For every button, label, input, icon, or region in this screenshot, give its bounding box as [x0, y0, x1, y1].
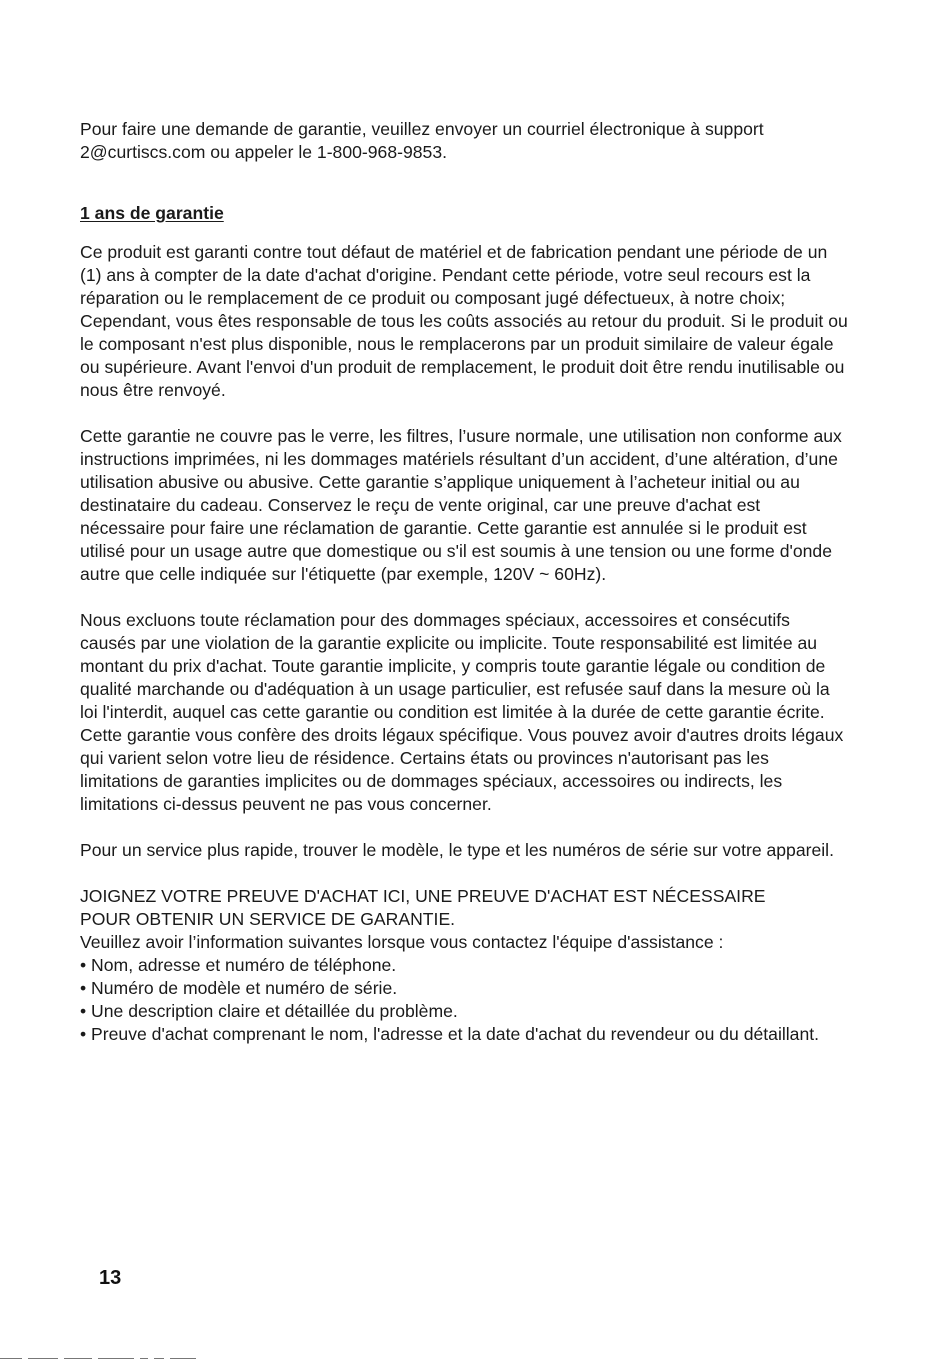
liability-paragraph: Nous excluons toute réclamation pour des dommages spéciaux, accessoires et consécutifs causés par une violation de la garantie explicite ou implicite. Toute responsabilité est limitée au montant du prix d'achat. Toute garantie implicite, y compris toute garantie légale ou condition de qualité marchande ou d'adéquation à un usage particulier, est refusée sauf dans la mesure où la loi l'interdit, auquel cas cette garantie ou condition est limitée à la durée de cette garantie écrite. Cette garantie vous confère des droits légaux spécifique. Vous pouvez avoir d'autres droits légaux qui varient selon votre lieu de résidence. Certains états ou provinces n'autorisant pas les limitations de garanties implicites ou de dommages spéciaux, accessoires ou indirects, les limitations ci-dessus peuvent ne pas vous concerner. [80, 610, 844, 814]
warranty-intro [80, 118, 850, 164]
proof-heading-line-1: JOIGNEZ VOTRE PREUVE D'ACHAT ICI, UNE PREUVE D'ACHAT EST NÉCESSAIRE [80, 886, 766, 906]
intro-line-2: 2@curtiscs.com ou appeler le 1-800-968-9853. [80, 142, 448, 162]
list-item: • Preuve d'achat comprenant le nom, l'adresse et la date d'achat du revendeur ou du détaillant. [80, 1024, 820, 1044]
scan-edge-artifact [0, 1358, 360, 1360]
intro-line-1: Pour faire une demande de garantie, veuillez envoyer un courriel électronique à support [80, 119, 764, 139]
proof-heading-line-2: POUR OBTENIR UN SERVICE DE GARANTIE. [80, 909, 456, 929]
proof-of-purchase-block [80, 885, 850, 1046]
proof-instructions: Veuillez avoir l’information suivantes lorsque vous contactez l'équipe d'assistance : [80, 932, 724, 952]
page-number: 13 [99, 1267, 122, 1289]
list-item: • Numéro de modèle et numéro de série. [80, 978, 398, 998]
coverage-paragraph: Ce produit est garanti contre tout défaut de matériel et de fabrication pendant une période de un (1) ans à compter de la date d'achat d'origine. Pendant cette période, votre seul recours est la réparation ou le remplacement de ce produit ou composant jugé défectueux, à notre choix; Cependant, vous êtes responsable de tous les coûts associés au retour du produit. Si le produit ou le composant n'est plus disponible, nous le remplacerons par un produit similaire de valeur égale ou supérieure. Avant l'envoi d'un produit de remplacement, le produit doit être rendu inutilisable ou nous être renvoyé. [80, 242, 848, 400]
list-item: • Une description claire et détaillée du problème. [80, 1001, 458, 1021]
service-paragraph: Pour un service plus rapide, trouver le modèle, le type et les numéros de série sur votre appareil. [80, 840, 834, 860]
required-info-list [80, 954, 850, 1046]
exclusions-paragraph: Cette garantie ne couvre pas le verre, les filtres, l’usure normale, une utilisation non conforme aux instructions imprimées, ni les dommages matériels résultant d’un accident, d’une altération, d’une utilisation abusive ou abusive. Cette garantie s’applique uniquement à l’acheteur initial ou au destinataire du cadeau. Conservez le reçu de vente original, car une preuve d'achat est nécessaire pour faire une réclamation de garantie. Cette garantie est annulée si le produit est utilisé pour un usage autre que domestique ou s'il est soumis à une tension ou une forme d'onde autre que celle indiquée sur l'étiquette (par exemple, 120V ~ 60Hz). [80, 426, 842, 584]
page-content [80, 118, 850, 1046]
warranty-heading: 1 ans de garantie [80, 203, 224, 223]
list-item: • Nom, adresse et numéro de téléphone. [80, 955, 397, 975]
